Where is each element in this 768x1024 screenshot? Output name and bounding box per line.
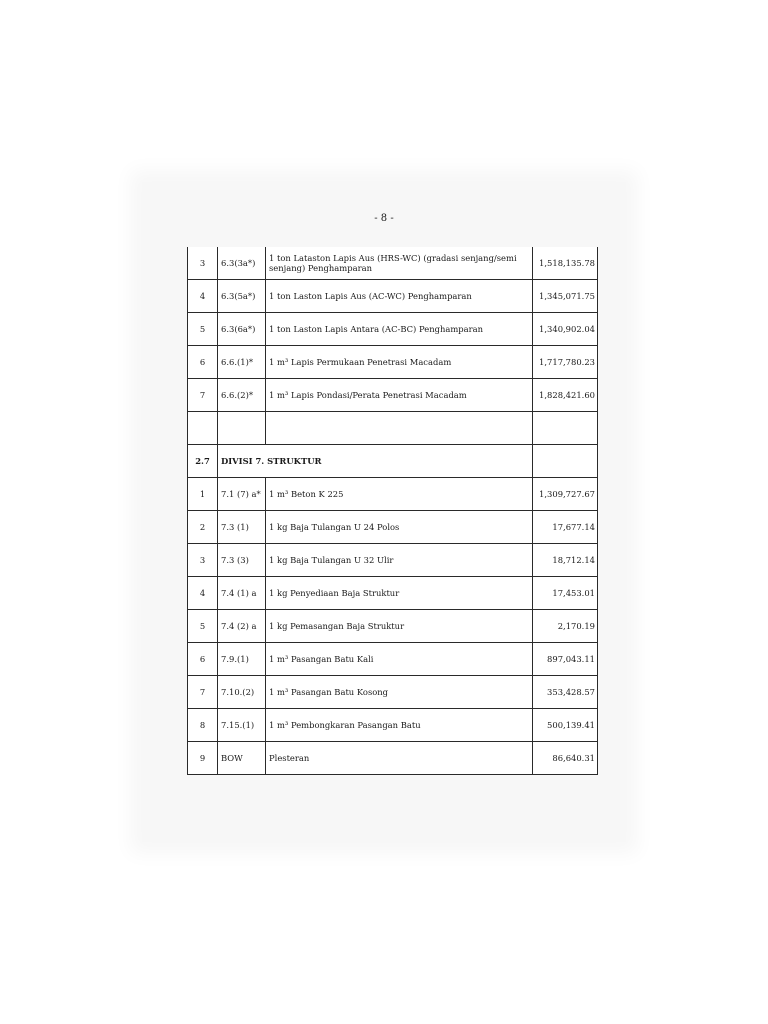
table-row: [188, 511, 598, 544]
blank-row: [188, 412, 598, 445]
item-price: 1,828,421.60: [533, 379, 598, 412]
item-description: 1 ton Lataston Lapis Aus (HRS-WC) (gradasi senjang/semi senjang) Penghamparan: [266, 247, 533, 280]
item-code: 7.4 (2) a: [218, 610, 266, 643]
table-row: [188, 379, 598, 412]
item-price: 2,170.19: [533, 610, 598, 643]
table-row: [188, 742, 598, 775]
table-row: [188, 577, 598, 610]
item-price: 1,340,902.04: [533, 313, 598, 346]
item-price: 17,677.14: [533, 511, 598, 544]
row-number: 5: [188, 313, 218, 346]
empty-cell: [218, 412, 266, 445]
table-row: [188, 280, 598, 313]
table-row: [188, 544, 598, 577]
item-price: 1,518,135.78: [533, 247, 598, 280]
row-number: 7: [188, 676, 218, 709]
table-row: [188, 313, 598, 346]
row-number: 3: [188, 544, 218, 577]
item-price: 1,309,727.67: [533, 478, 598, 511]
row-number: 3: [188, 247, 218, 280]
row-number: 4: [188, 280, 218, 313]
item-description: 1 m³ Pasangan Batu Kali: [266, 643, 533, 676]
item-description: 1 ton Laston Lapis Antara (AC-BC) Penghamparan: [266, 313, 533, 346]
item-description: 1 kg Baja Tulangan U 24 Polos: [266, 511, 533, 544]
item-code: 6.3(3a*): [218, 247, 266, 280]
item-price: 500,139.41: [533, 709, 598, 742]
item-description: 1 kg Penyediaan Baja Struktur: [266, 577, 533, 610]
item-description: 1 m³ Pembongkaran Pasangan Batu: [266, 709, 533, 742]
item-description: 1 m³ Beton K 225: [266, 478, 533, 511]
item-code: 7.3 (3): [218, 544, 266, 577]
item-price: 17,453.01: [533, 577, 598, 610]
table-row: [188, 610, 598, 643]
item-price: 18,712.14: [533, 544, 598, 577]
item-code: 7.9.(1): [218, 643, 266, 676]
empty-cell: [533, 412, 598, 445]
item-code: 7.1 (7) a*: [218, 478, 266, 511]
row-number: 2: [188, 511, 218, 544]
item-price: 86,640.31: [533, 742, 598, 775]
item-code: 6.6.(1)*: [218, 346, 266, 379]
page-number: - 8 -: [374, 213, 394, 224]
table-row: [188, 676, 598, 709]
price-table: [187, 247, 598, 775]
item-code: 7.15.(1): [218, 709, 266, 742]
item-code: BOW: [218, 742, 266, 775]
row-number: 6: [188, 346, 218, 379]
row-number: 5: [188, 610, 218, 643]
row-number: 7: [188, 379, 218, 412]
table-row: [188, 709, 598, 742]
item-code: 6.3(5a*): [218, 280, 266, 313]
item-code: 6.3(6a*): [218, 313, 266, 346]
item-description: 1 m³ Lapis Permukaan Penetrasi Macadam: [266, 346, 533, 379]
row-number: 4: [188, 577, 218, 610]
section-title: DIVISI 7. STRUKTUR: [218, 445, 533, 478]
empty-cell: [188, 412, 218, 445]
row-number: 9: [188, 742, 218, 775]
item-price: 1,345,071.75: [533, 280, 598, 313]
table-row: [188, 346, 598, 379]
item-price: 897,043.11: [533, 643, 598, 676]
row-number: 8: [188, 709, 218, 742]
item-price: 353,428.57: [533, 676, 598, 709]
item-code: 7.4 (1) a: [218, 577, 266, 610]
empty-cell: [533, 445, 598, 478]
section-header-row: [188, 445, 598, 478]
item-code: 6.6.(2)*: [218, 379, 266, 412]
table-row: [188, 478, 598, 511]
table-row: [188, 247, 598, 280]
item-description: 1 kg Baja Tulangan U 32 Ulir: [266, 544, 533, 577]
empty-cell: [266, 412, 533, 445]
item-description: 1 m³ Lapis Pondasi/Perata Penetrasi Macadam: [266, 379, 533, 412]
row-number: 6: [188, 643, 218, 676]
item-description: 1 kg Pemasangan Baja Struktur: [266, 610, 533, 643]
item-code: 7.3 (1): [218, 511, 266, 544]
item-description: 1 ton Laston Lapis Aus (AC-WC) Penghamparan: [266, 280, 533, 313]
item-description: Plesteran: [266, 742, 533, 775]
row-number: 1: [188, 478, 218, 511]
item-price: 1,717,780.23: [533, 346, 598, 379]
item-description: 1 m³ Pasangan Batu Kosong: [266, 676, 533, 709]
section-number: 2.7: [188, 445, 218, 478]
table-row: [188, 643, 598, 676]
item-code: 7.10.(2): [218, 676, 266, 709]
